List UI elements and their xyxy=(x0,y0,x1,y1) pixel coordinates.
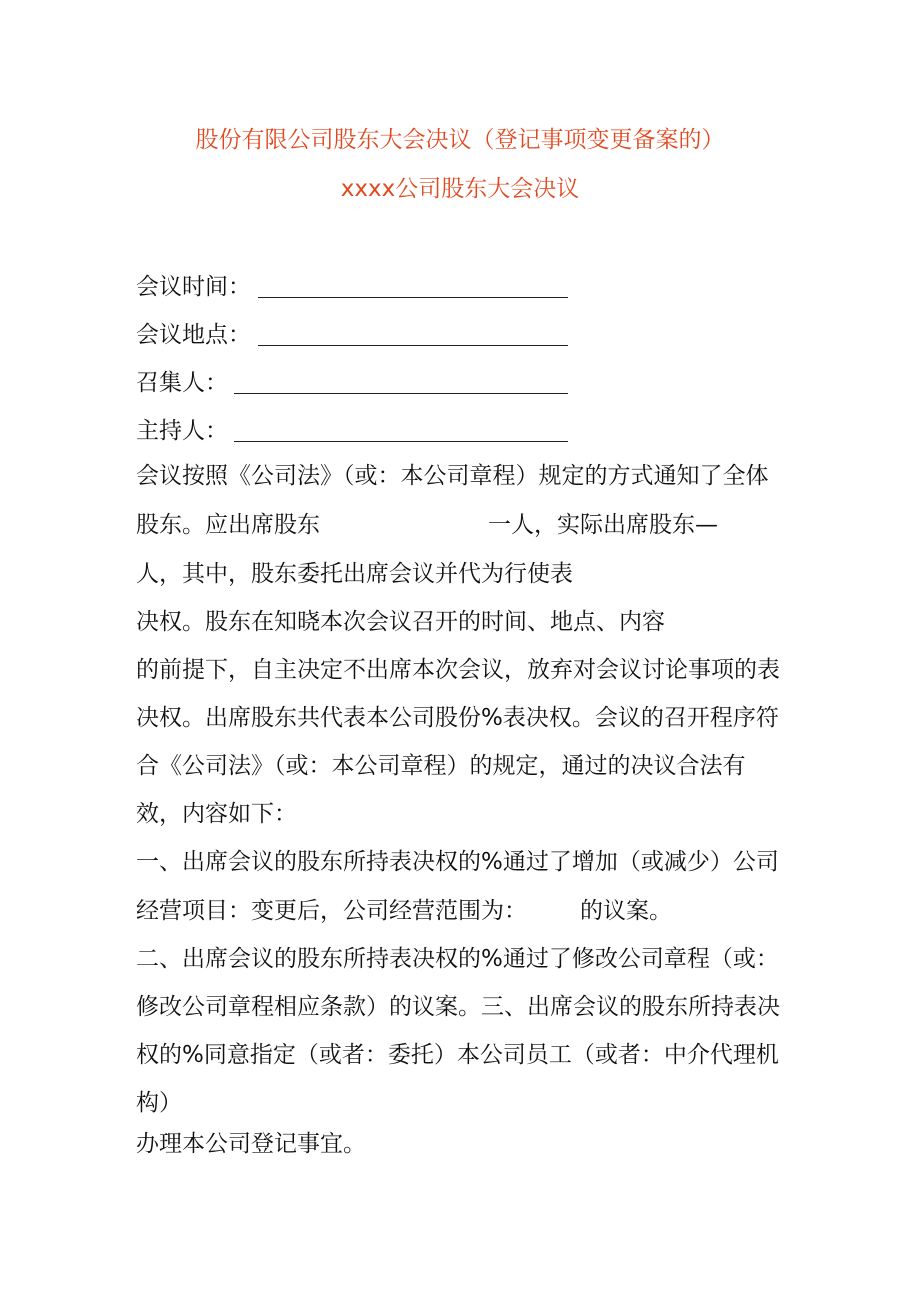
resolution-item-line: 修改公司章程相应条款）的议案。三、出席会议的股东所持表决 xyxy=(136,994,780,1020)
document-subtitle: xxxx公司股东大会决议 xyxy=(340,176,580,202)
paragraph-segment: 一人，实际出席股东— xyxy=(488,512,718,538)
meeting-time-blank xyxy=(258,297,568,298)
convener-label: 召集人： xyxy=(136,370,228,396)
host-field xyxy=(136,412,228,444)
paragraph-line: 合《公司法》（或：本公司章程）的规定，通过的决议合法有 xyxy=(136,753,746,779)
resolution-item-line: 办理本公司登记事宜。 xyxy=(136,1131,366,1157)
resolution-segment: 经营项目：变更后，公司经营范围为： xyxy=(136,898,527,924)
resolution-item-line: 一、出席会议的股东所持表决权的%通过了增加（或减少）公司 xyxy=(136,849,779,875)
meeting-place-label: 会议地点： xyxy=(136,322,251,348)
convener-blank xyxy=(234,393,568,394)
paragraph-line: 的前提下，自主决定不出席本次会议，放弃对会议讨论事项的表 xyxy=(136,657,780,683)
meeting-time-field xyxy=(136,268,251,300)
resolution-item-line: 构） xyxy=(136,1090,182,1116)
paragraph-line: 效，内容如下： xyxy=(136,801,297,827)
resolution-segment: 的议案。 xyxy=(580,898,672,924)
host-label: 主持人： xyxy=(136,418,228,444)
paragraph-line: 会议按照《公司法》（或：本公司章程）规定的方式通知了全体 xyxy=(136,463,769,489)
convener-field xyxy=(136,364,228,396)
paragraph-segment: 股东。应出席股东 xyxy=(136,512,320,538)
paragraph-line: 决权。股东在知晓本次会议召开的时间、地点、内容 xyxy=(136,609,665,635)
paragraph-line: 人，其中，股东委托出席会议并代为行使表 xyxy=(136,561,573,587)
paragraph-line: 决权。出席股东共代表本公司股份%表决权。会议的召开程序符 xyxy=(136,705,779,731)
meeting-time-label: 会议时间： xyxy=(136,274,251,300)
meeting-place-blank xyxy=(258,345,568,346)
host-blank xyxy=(234,441,568,442)
document-title: 股份有限公司股东大会决议（登记事项变更备案的） xyxy=(195,127,725,153)
resolution-item-line: 权的%同意指定（或者：委托）本公司员工（或者：中介代理机 xyxy=(136,1042,779,1068)
meeting-place-field xyxy=(136,316,251,348)
resolution-item-line: 二、出席会议的股东所持表决权的%通过了修改公司章程（或： xyxy=(136,946,779,972)
